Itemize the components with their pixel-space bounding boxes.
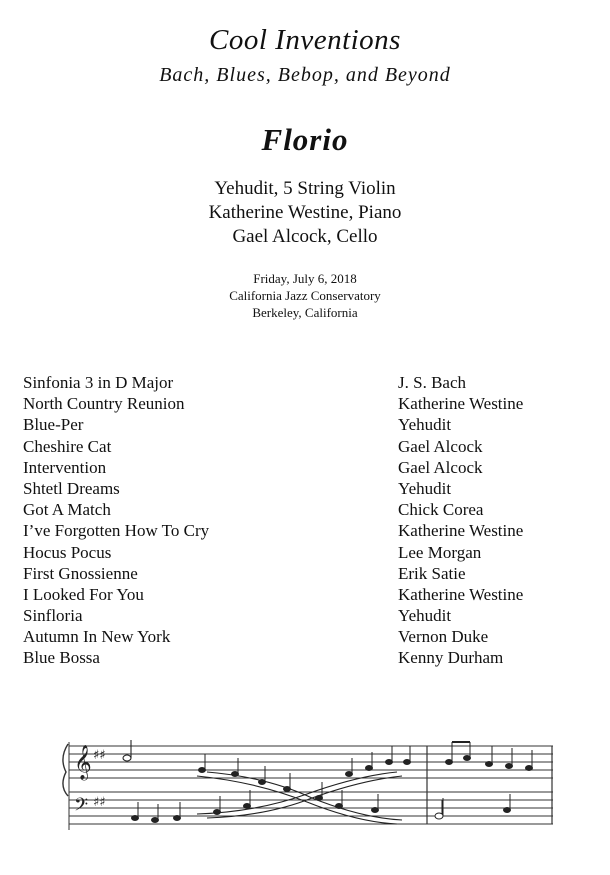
composer-name: Gael Alcock [398,436,483,456]
svg-text:♯♯: ♯♯ [93,795,106,810]
composer-name: Vernon Duke [398,627,489,647]
composer-name: Yehudit [398,606,452,626]
performer-item: Yehudit, 5 String Violin [214,178,396,199]
composer-name: Yehudit [398,415,452,435]
concert-title: Cool Inventions [209,24,401,56]
piece-title: Blue-Per [23,415,84,435]
piece-title: Blue Bossa [23,648,100,668]
composer-name: Kenny Durham [398,648,504,668]
program-row [23,563,583,584]
program-list [23,372,583,669]
event-date: Friday, July 6, 2018 [253,271,357,286]
piece-title: Cheshire Cat [23,436,112,456]
composer-name: Lee Morgan [398,542,482,562]
piece-title: Sinfloria [23,606,83,626]
piece-title: Sinfonia 3 in D Major [23,373,174,392]
music-score-illustration [57,732,553,850]
program-row [23,647,583,668]
program-row [23,520,583,541]
composer-name: Katherine Westine [398,394,524,414]
composer-name: J. S. Bach [398,373,466,392]
svg-text:𝄞: 𝄞 [74,745,92,780]
program-row [23,414,583,435]
composer-name: Chick Corea [398,500,484,520]
program-row [23,393,583,414]
piece-title: I’ve Forgotten How To Cry [23,521,210,541]
program-row [23,605,583,626]
piece-title: Intervention [23,457,107,477]
performer-list [0,177,610,249]
piece-title: North Country Reunion [23,394,185,414]
composer-name: Katherine Westine [398,584,524,604]
piece-title: First Gnossienne [23,563,138,583]
piece-title: I Looked For You [23,584,144,604]
piece-title: Shtetl Dreams [23,478,120,498]
piece-title: Hocus Pocus [23,542,112,562]
performer-item: Katherine Westine, Piano [208,202,402,223]
piece-title: Got A Match [23,500,111,520]
event-venue: California Jazz Conservatory [229,288,381,303]
program-row [23,478,583,499]
program-row [23,626,583,647]
svg-text:♯♯: ♯♯ [93,748,106,763]
event-details [0,270,610,321]
svg-text:𝄢: 𝄢 [74,795,89,820]
composer-name: Katherine Westine [398,521,524,541]
program-row [23,584,583,605]
piece-title: Autumn In New York [23,627,171,647]
program-row [23,457,583,478]
program-row [23,436,583,457]
composer-name: Erik Satie [398,563,466,583]
composer-name: Gael Alcock [398,457,483,477]
program-row [23,499,583,520]
event-location: Berkeley, California [252,305,358,320]
performer-item: Gael Alcock, Cello [232,226,378,247]
composer-name: Yehudit [398,478,452,498]
program-row [23,372,583,393]
program-row [23,542,583,563]
ensemble-name: Florio [261,122,349,157]
concert-subtitle: Bach, Blues, Bebop, and Beyond [159,64,451,86]
